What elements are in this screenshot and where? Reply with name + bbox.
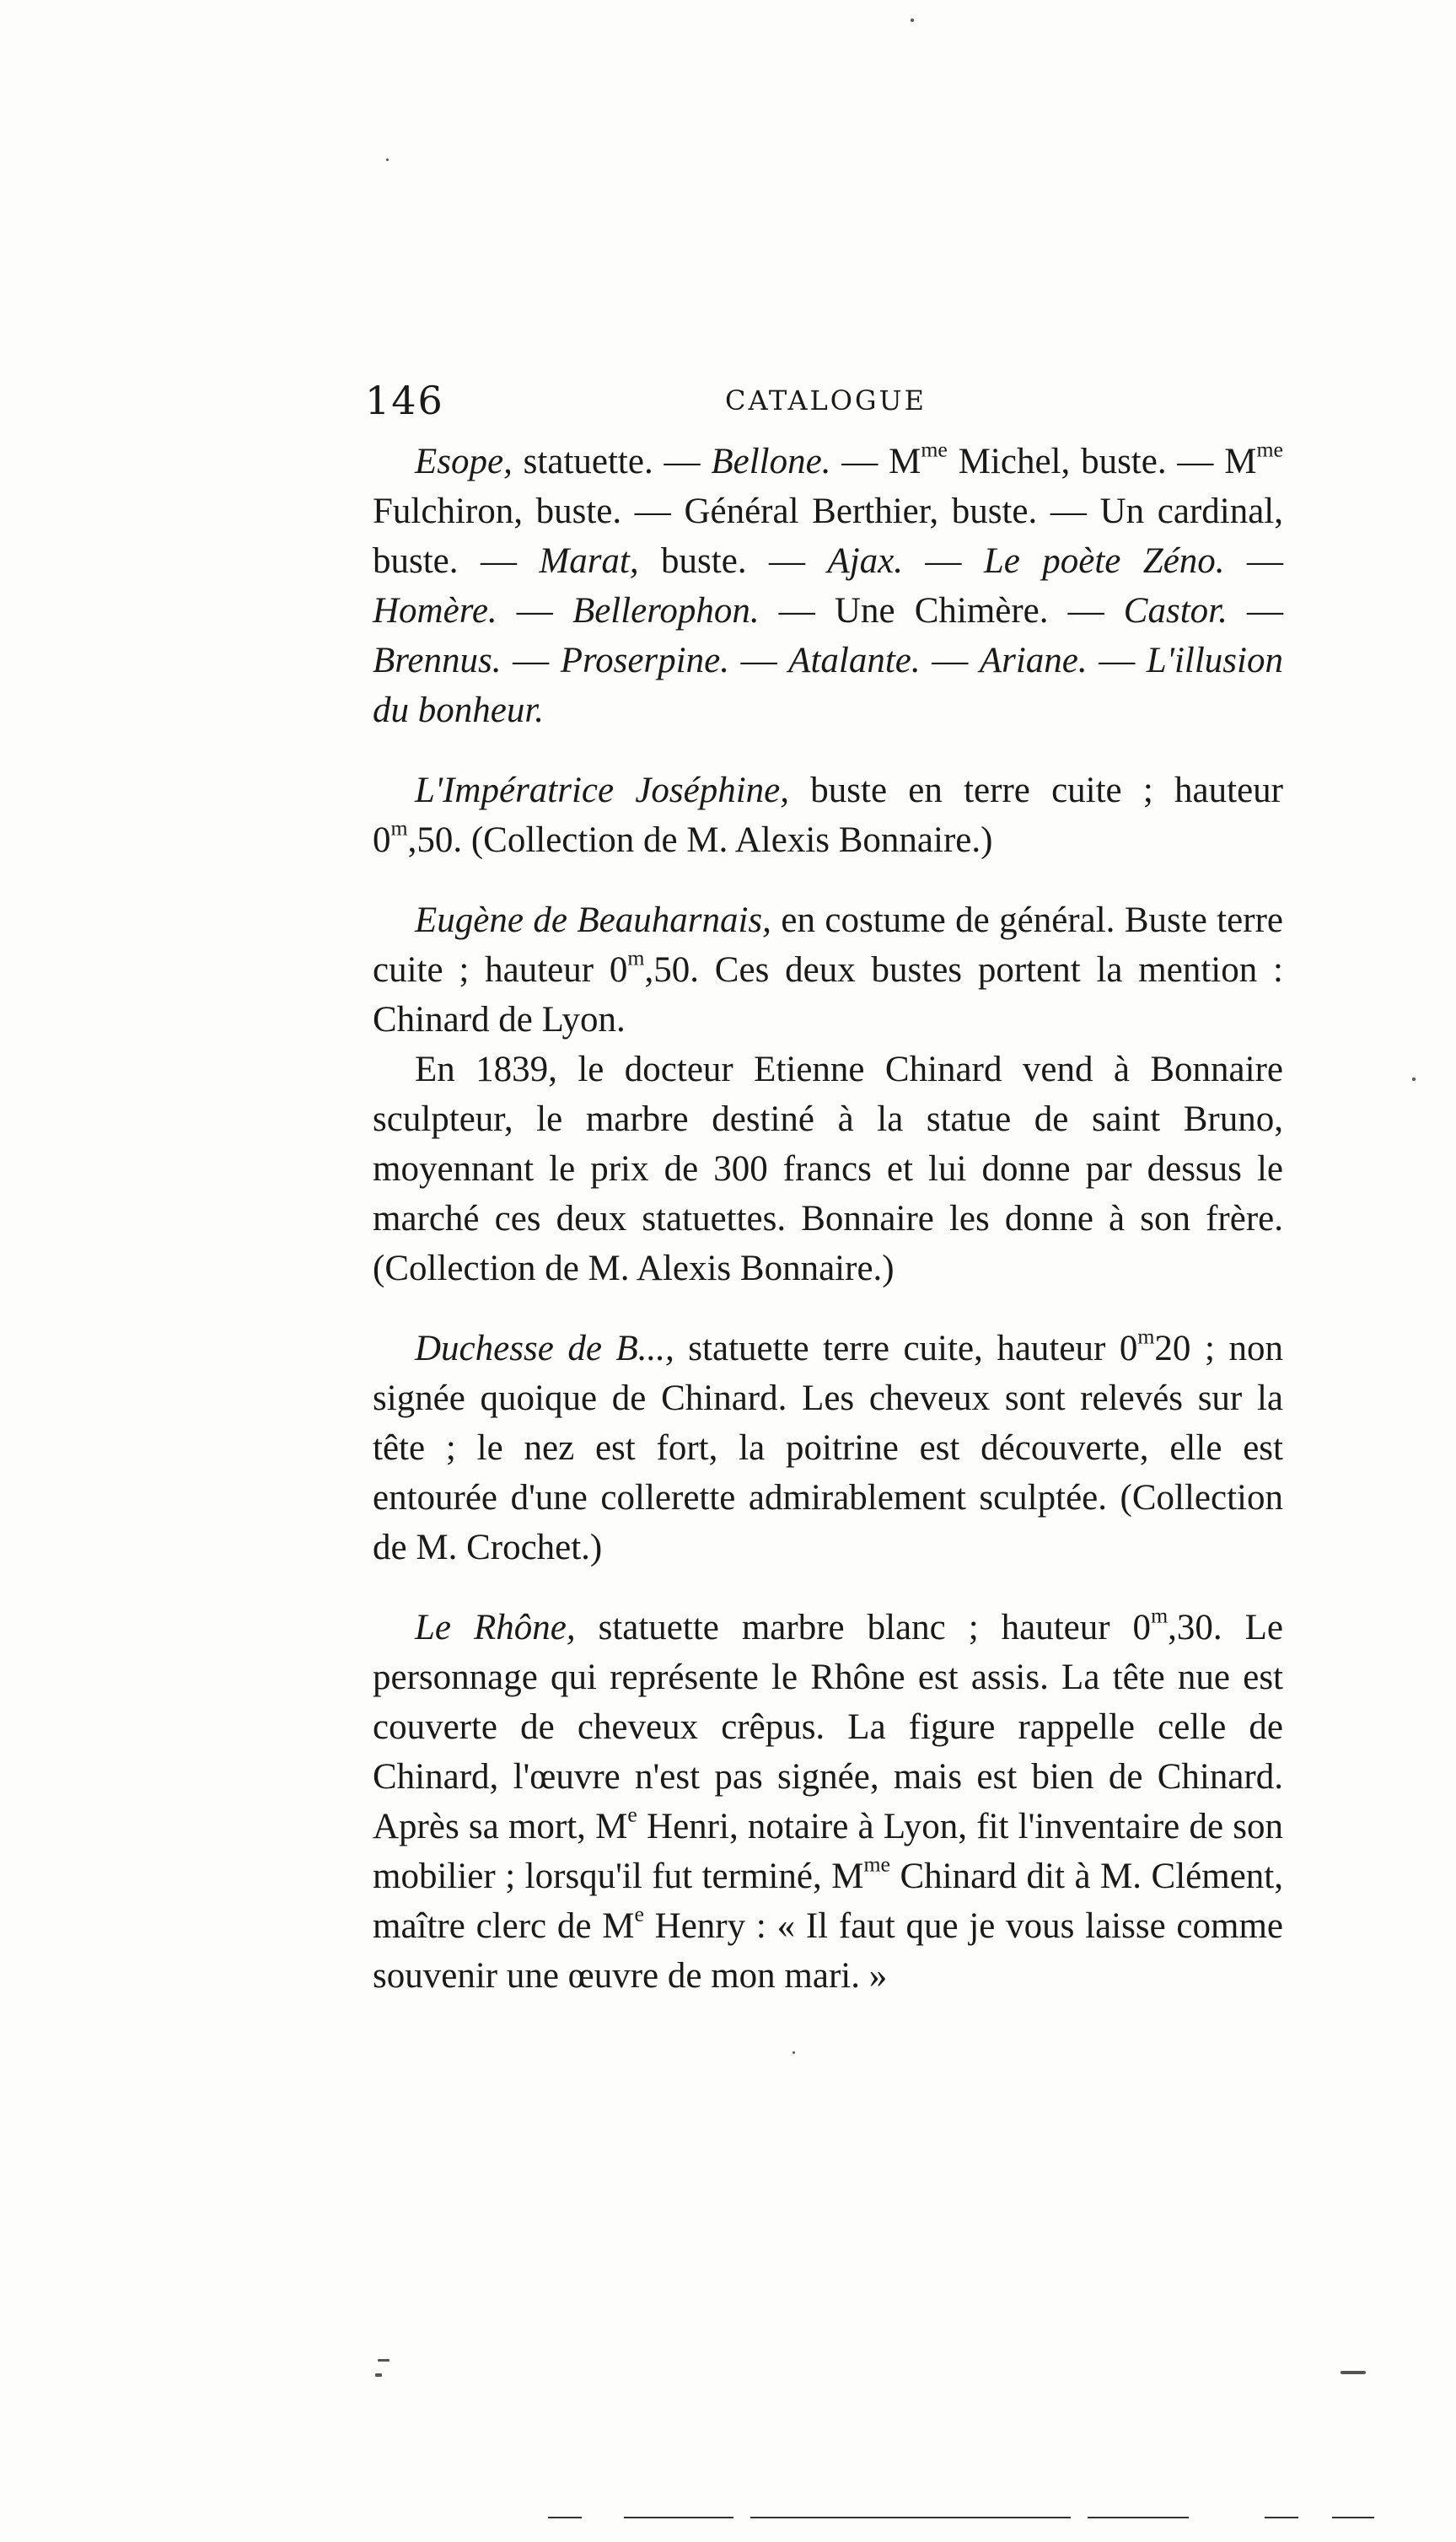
italic-title: Marat, (539, 541, 639, 581)
text-run: — (1224, 541, 1283, 581)
text-run: ,50. (Collection de M. Alexis Bonnaire.) (407, 820, 993, 860)
italic-title: Ariane. (979, 641, 1088, 680)
text-run: Fulchiron, buste. — Général Berthier, buste. — Un cardinal, buste. — (373, 492, 1283, 581)
text-run: Michel, buste. — M (947, 442, 1257, 481)
superscript: m (1151, 1603, 1169, 1628)
text-run: ,50. Ces deux bustes portent la mention : Chinard de Lyon. (373, 950, 1283, 1040)
italic-title: Brennus. (373, 641, 502, 680)
scan-speck (792, 2051, 795, 2054)
italic-title: Castor. (1123, 591, 1228, 631)
text-run: en costume de général. Buste terre cuite ; hauteur 0 (373, 900, 1283, 990)
text-run: Henry : « Il faut que je vous laisse comme souvenir une œuvre de mon mari. » (373, 1906, 1283, 1996)
paragraph-p6 (373, 1603, 1283, 2001)
scan-speck (1412, 1078, 1416, 1081)
text-run: — (728, 641, 789, 680)
text-run: statuette marbre blanc ; hauteur 0 (575, 1608, 1152, 1647)
superscript: m (390, 815, 408, 841)
text-run: buste. — (638, 541, 828, 581)
paragraph-p4 (373, 1045, 1283, 1293)
running-head: CATALOGUE (725, 384, 927, 417)
text-run: 20 ; non signée quoique de Chinard. Les cheveux sont relevés sur la tête ; le nez est fort, la poitrine est découverte, elle est entourée d'une collerette admirablement sculptée. (Collection de M. Crochet.) (373, 1329, 1283, 1567)
catalogue-text (373, 437, 1283, 2001)
italic-title: Bellone. (711, 442, 831, 481)
text-run: En 1839, le docteur Etienne Chinard vend à Bonnaire sculpteur, le marbre destiné à la statue de saint Bruno, moyennant le prix de 300 francs et lui donne par dessus le marché ces deux statuettes. Bonnaire les donne à son frère. (Collection de M. Alexis Bonnaire.) (373, 1050, 1283, 1288)
text-run: statuette. — (512, 442, 712, 481)
italic-title: Atalante. (788, 641, 921, 680)
superscript: m (627, 945, 645, 970)
text-run: statuette terre cuite, hauteur 0 (674, 1329, 1138, 1368)
text-run: — Une Chimère. — (759, 591, 1124, 631)
scan-speck (1340, 2371, 1366, 2374)
superscript: m (1137, 1324, 1155, 1349)
paragraph-p5 (373, 1324, 1283, 1572)
paragraph-p1 (373, 437, 1283, 735)
superscript: me (863, 1851, 890, 1877)
text-run: — (1227, 591, 1284, 631)
text-run: buste en terre cuite ; hauteur 0 (373, 771, 1283, 860)
text-run: — (1087, 641, 1147, 680)
text-run: — M (830, 442, 921, 481)
text-run: — (902, 541, 984, 581)
text-run: — (920, 641, 980, 680)
page-number: 146 (365, 378, 444, 423)
text-run: — (497, 591, 572, 631)
italic-title: Bellerophon. (572, 591, 760, 631)
scan-speck (378, 2359, 390, 2362)
text-run: ,30. Le personnage qui représente le Rhône est assis. La tête nue est couverte de cheveux crêpus. La figure rappelle celle de Chinard, l'œuvre n'est pas signée, mais est bien de Chinard. Après sa mort, M (373, 1608, 1283, 1846)
italic-title: Ajax. (827, 541, 903, 581)
italic-title: L'illusion du bonheur. (373, 641, 1283, 730)
italic-title: Le poète Zéno. (983, 541, 1225, 581)
italic-title: Homère. (373, 591, 497, 631)
superscript: me (1256, 437, 1283, 462)
scan-speck (911, 19, 914, 22)
superscript: e (634, 1901, 644, 1927)
italic-title: Le Rhône, (415, 1608, 576, 1647)
italic-title: Eugène de Beauharnais, (415, 900, 771, 940)
superscript: me (921, 437, 948, 462)
italic-title: L'Impératrice Joséphine, (415, 771, 790, 810)
italic-title: Proserpine. (560, 641, 729, 680)
superscript: e (627, 1802, 637, 1827)
scan-speck (386, 159, 389, 161)
paragraph-p2 (373, 766, 1283, 865)
text-run: Chinard dit à M. Clément, maître clerc de M (373, 1857, 1283, 1946)
italic-title: Esope, (415, 442, 513, 481)
text-run: Henri, notaire à Lyon, fit l'inventaire de son mobilier ; lorsqu'il fut terminé, M (373, 1807, 1283, 1896)
scan-speck (375, 2373, 382, 2377)
text-run: — (501, 641, 561, 680)
paragraph-p3 (373, 895, 1283, 1045)
scan-edge-marks (0, 2517, 1456, 2522)
italic-title: Duchesse de B..., (415, 1329, 674, 1368)
